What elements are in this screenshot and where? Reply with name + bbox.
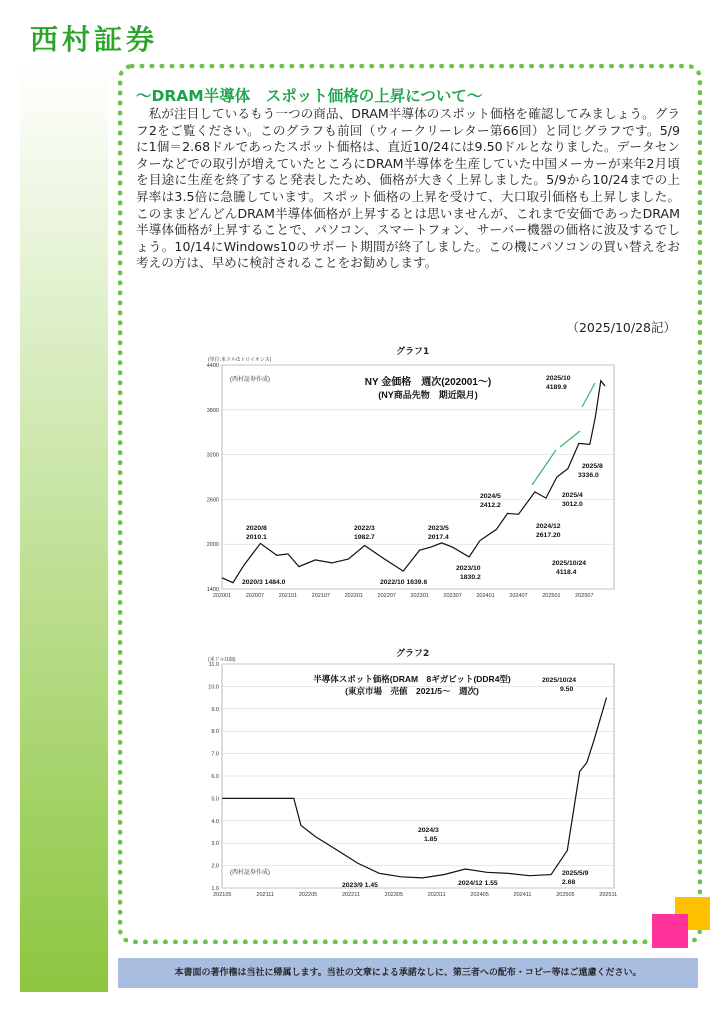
g1-ann-2022-3: 2022/3 bbox=[354, 525, 375, 532]
x-tick-label: 202505 bbox=[556, 892, 575, 898]
x-tick-label: 202211 bbox=[341, 892, 360, 898]
graph2-title-2: (東京市場 売値 2021/5～ 週次) bbox=[345, 686, 479, 696]
y-tick-label: 2.0 bbox=[211, 863, 219, 870]
graph2-source: (西村証券作成) bbox=[230, 870, 270, 876]
g1-ann-2025-8-val: 3336.0 bbox=[578, 472, 599, 479]
x-tick-label: 202405 bbox=[470, 892, 489, 898]
y-tick-label: 5.0 bbox=[211, 796, 219, 803]
g2-ann-2024-3-val: 1.85 bbox=[424, 836, 438, 843]
graph1-title-1: NY 金価格 週次(202001～) bbox=[364, 377, 492, 388]
decor-pink-square bbox=[652, 914, 688, 948]
article-body: 私が注目しているもう一つの商品、DRAM半導体のスポット価格を確認してみましょう。グラフ2をご覧ください。このグラフも前回（ウィークリーレター第66回）と同じグラフです。5/9に1個＝2.68ドルであったスポット価格は、直近10/24には9.50ドルとなりました。データセンターなどでの取引が増えていたところにDRAM半導体を生産していた中国メーカーが来年2月頃を目途に生産を終了すると発表したため、価格が大きく上昇しました。5/9から10/24までの上昇率は3.5倍に急騰しています。スポット価格の上昇を受けて、大口取引価格も上昇しました。このままどんどんDRAM半導体価格が上昇するとは思いませんが、これまで安価であったDRAM半導体価格が上昇することで、パソコン、スマートフォン、サーバー機器の価格に波及するでしょう。10/14にWindows10のサポート期間が終了しました。この機にパソコンの買い替えをお考えの方は、早めに検討されることをお勧めします。 bbox=[136, 106, 680, 271]
y-tick-label: 1400 bbox=[206, 587, 219, 593]
y-tick-label: 4400 bbox=[206, 363, 219, 369]
graph1-title-2: (NY商品先物 期近限月) bbox=[378, 390, 478, 400]
y-tick-label: 3.0 bbox=[211, 841, 219, 848]
copyright-footer: 本書面の著作権は当社に帰属します。当社の文章による承諾なしに、第三者への配布・コピー等はご遠慮ください。 bbox=[118, 958, 698, 988]
y-tick-label: 7.0 bbox=[211, 751, 219, 758]
g1-ann-2025-10-24: 2025/10/24 bbox=[552, 560, 587, 567]
y-tick-label: 4.0 bbox=[211, 818, 219, 825]
y-tick-label: 1.0 bbox=[211, 886, 219, 892]
graph1-unit: (単位:米ドル/1トロイオンス) bbox=[208, 357, 272, 363]
article-date: （2025/10/28記） bbox=[566, 320, 676, 335]
g2-ann-2025-10-24-val: 9.50 bbox=[560, 686, 574, 693]
g1-ann-2025-8: 2025/8 bbox=[582, 463, 603, 470]
g1-ann-2020-8: 2020/8 bbox=[246, 525, 267, 532]
g1-ann-2024-12: 2024/12 bbox=[536, 523, 561, 530]
graph2-svg bbox=[200, 656, 620, 902]
g2-ann-2025-5-9-val: 2.68 bbox=[562, 879, 576, 886]
y-tick-label: 11.0 bbox=[208, 662, 219, 668]
graph2-unit: (米ドル/1個) bbox=[208, 657, 236, 663]
graph1-caption: グラフ1 bbox=[396, 347, 430, 357]
x-tick-label: 202501 bbox=[542, 593, 561, 599]
brand-logo: 西村証券 bbox=[30, 23, 159, 56]
x-tick-label: 202307 bbox=[443, 593, 462, 599]
x-tick-label: 202305 bbox=[384, 892, 404, 898]
x-tick-label: 202411 bbox=[513, 892, 532, 898]
g1-ann-2025-10-24-val: 4118.4 bbox=[556, 569, 577, 576]
x-tick-label: 202207 bbox=[377, 593, 396, 599]
graph2-caption: グラフ2 bbox=[396, 649, 430, 659]
y-tick-label: 2600 bbox=[206, 497, 219, 504]
g1-ann-2022-10: 2022/10 1639.6 bbox=[380, 579, 428, 586]
g1-ann-2024-5: 2024/5 bbox=[480, 493, 501, 500]
g2-ann-2023-9: 2023/9 1.45 bbox=[342, 882, 378, 889]
g1-ann-2023-10: 2023/10 bbox=[456, 565, 481, 572]
x-tick-label: 202007 bbox=[245, 593, 265, 599]
g2-ann-2025-5-9: 2025/5/9 bbox=[562, 870, 589, 877]
g1-ann-2020-8-val: 2010.1 bbox=[246, 534, 267, 541]
graph2-title-1: 半導体スポット価格(DRAM 8ギガビット(DDR4型) bbox=[313, 674, 511, 684]
g1-ann-2025-10-val: 4189.9 bbox=[546, 384, 567, 391]
x-tick-label: 202511 bbox=[599, 892, 618, 898]
y-tick-label: 8.0 bbox=[211, 729, 219, 736]
g1-ann-2023-5-val: 2017.4 bbox=[428, 534, 449, 541]
x-tick-label: 202107 bbox=[311, 593, 331, 599]
y-tick-label: 3800 bbox=[206, 407, 219, 414]
x-tick-label: 202301 bbox=[410, 593, 429, 599]
x-tick-label: 202205 bbox=[298, 892, 318, 898]
x-tick-label: 202407 bbox=[509, 593, 528, 599]
y-tick-label: 6.0 bbox=[211, 774, 219, 780]
x-tick-label: 202101 bbox=[278, 593, 298, 599]
graph1-svg bbox=[200, 355, 620, 607]
side-gradient-band bbox=[20, 62, 108, 992]
x-tick-label: 202201 bbox=[344, 593, 363, 599]
g1-ann-2023-5: 2023/5 bbox=[428, 525, 449, 532]
g2-ann-2024-3: 2024/3 bbox=[418, 827, 439, 834]
g1-ann-2024-12-val: 2617.20 bbox=[536, 532, 561, 539]
g1-ann-2020-3: 2020/3 1484.0 bbox=[242, 579, 286, 586]
x-tick-label: 202105 bbox=[213, 892, 232, 898]
graph1-chart bbox=[200, 355, 620, 607]
y-tick-label: 2000 bbox=[206, 542, 219, 549]
x-tick-label: 202507 bbox=[575, 593, 594, 599]
article-title: ～DRAM半導体 スポット価格の上昇について～ bbox=[136, 87, 483, 105]
x-tick-label: 202401 bbox=[476, 593, 495, 599]
graph2-chart bbox=[200, 656, 620, 902]
x-tick-label: 202001 bbox=[212, 593, 232, 599]
g2-ann-2025-10-24: 2025/10/24 bbox=[542, 677, 577, 684]
y-tick-label: 3200 bbox=[206, 452, 219, 459]
g1-ann-2022-3-val: 1982.7 bbox=[354, 534, 375, 541]
x-tick-label: 202311 bbox=[427, 892, 446, 898]
g2-ann-2024-12: 2024/12 1.55 bbox=[458, 880, 498, 887]
g1-ann-2025-10: 2025/10 bbox=[546, 375, 571, 382]
x-tick-label: 202111 bbox=[256, 892, 274, 898]
g1-ann-2025-4: 2025/4 bbox=[562, 492, 583, 499]
graph1-source: (西村証券作成) bbox=[230, 377, 270, 383]
y-tick-label: 9.0 bbox=[211, 706, 219, 713]
g1-ann-2025-4-val: 3012.0 bbox=[562, 501, 583, 508]
g1-ann-2024-5-val: 2412.2 bbox=[480, 502, 501, 509]
g1-ann-2023-10-val: 1830.2 bbox=[460, 574, 481, 581]
y-tick-label: 10.0 bbox=[208, 684, 219, 691]
